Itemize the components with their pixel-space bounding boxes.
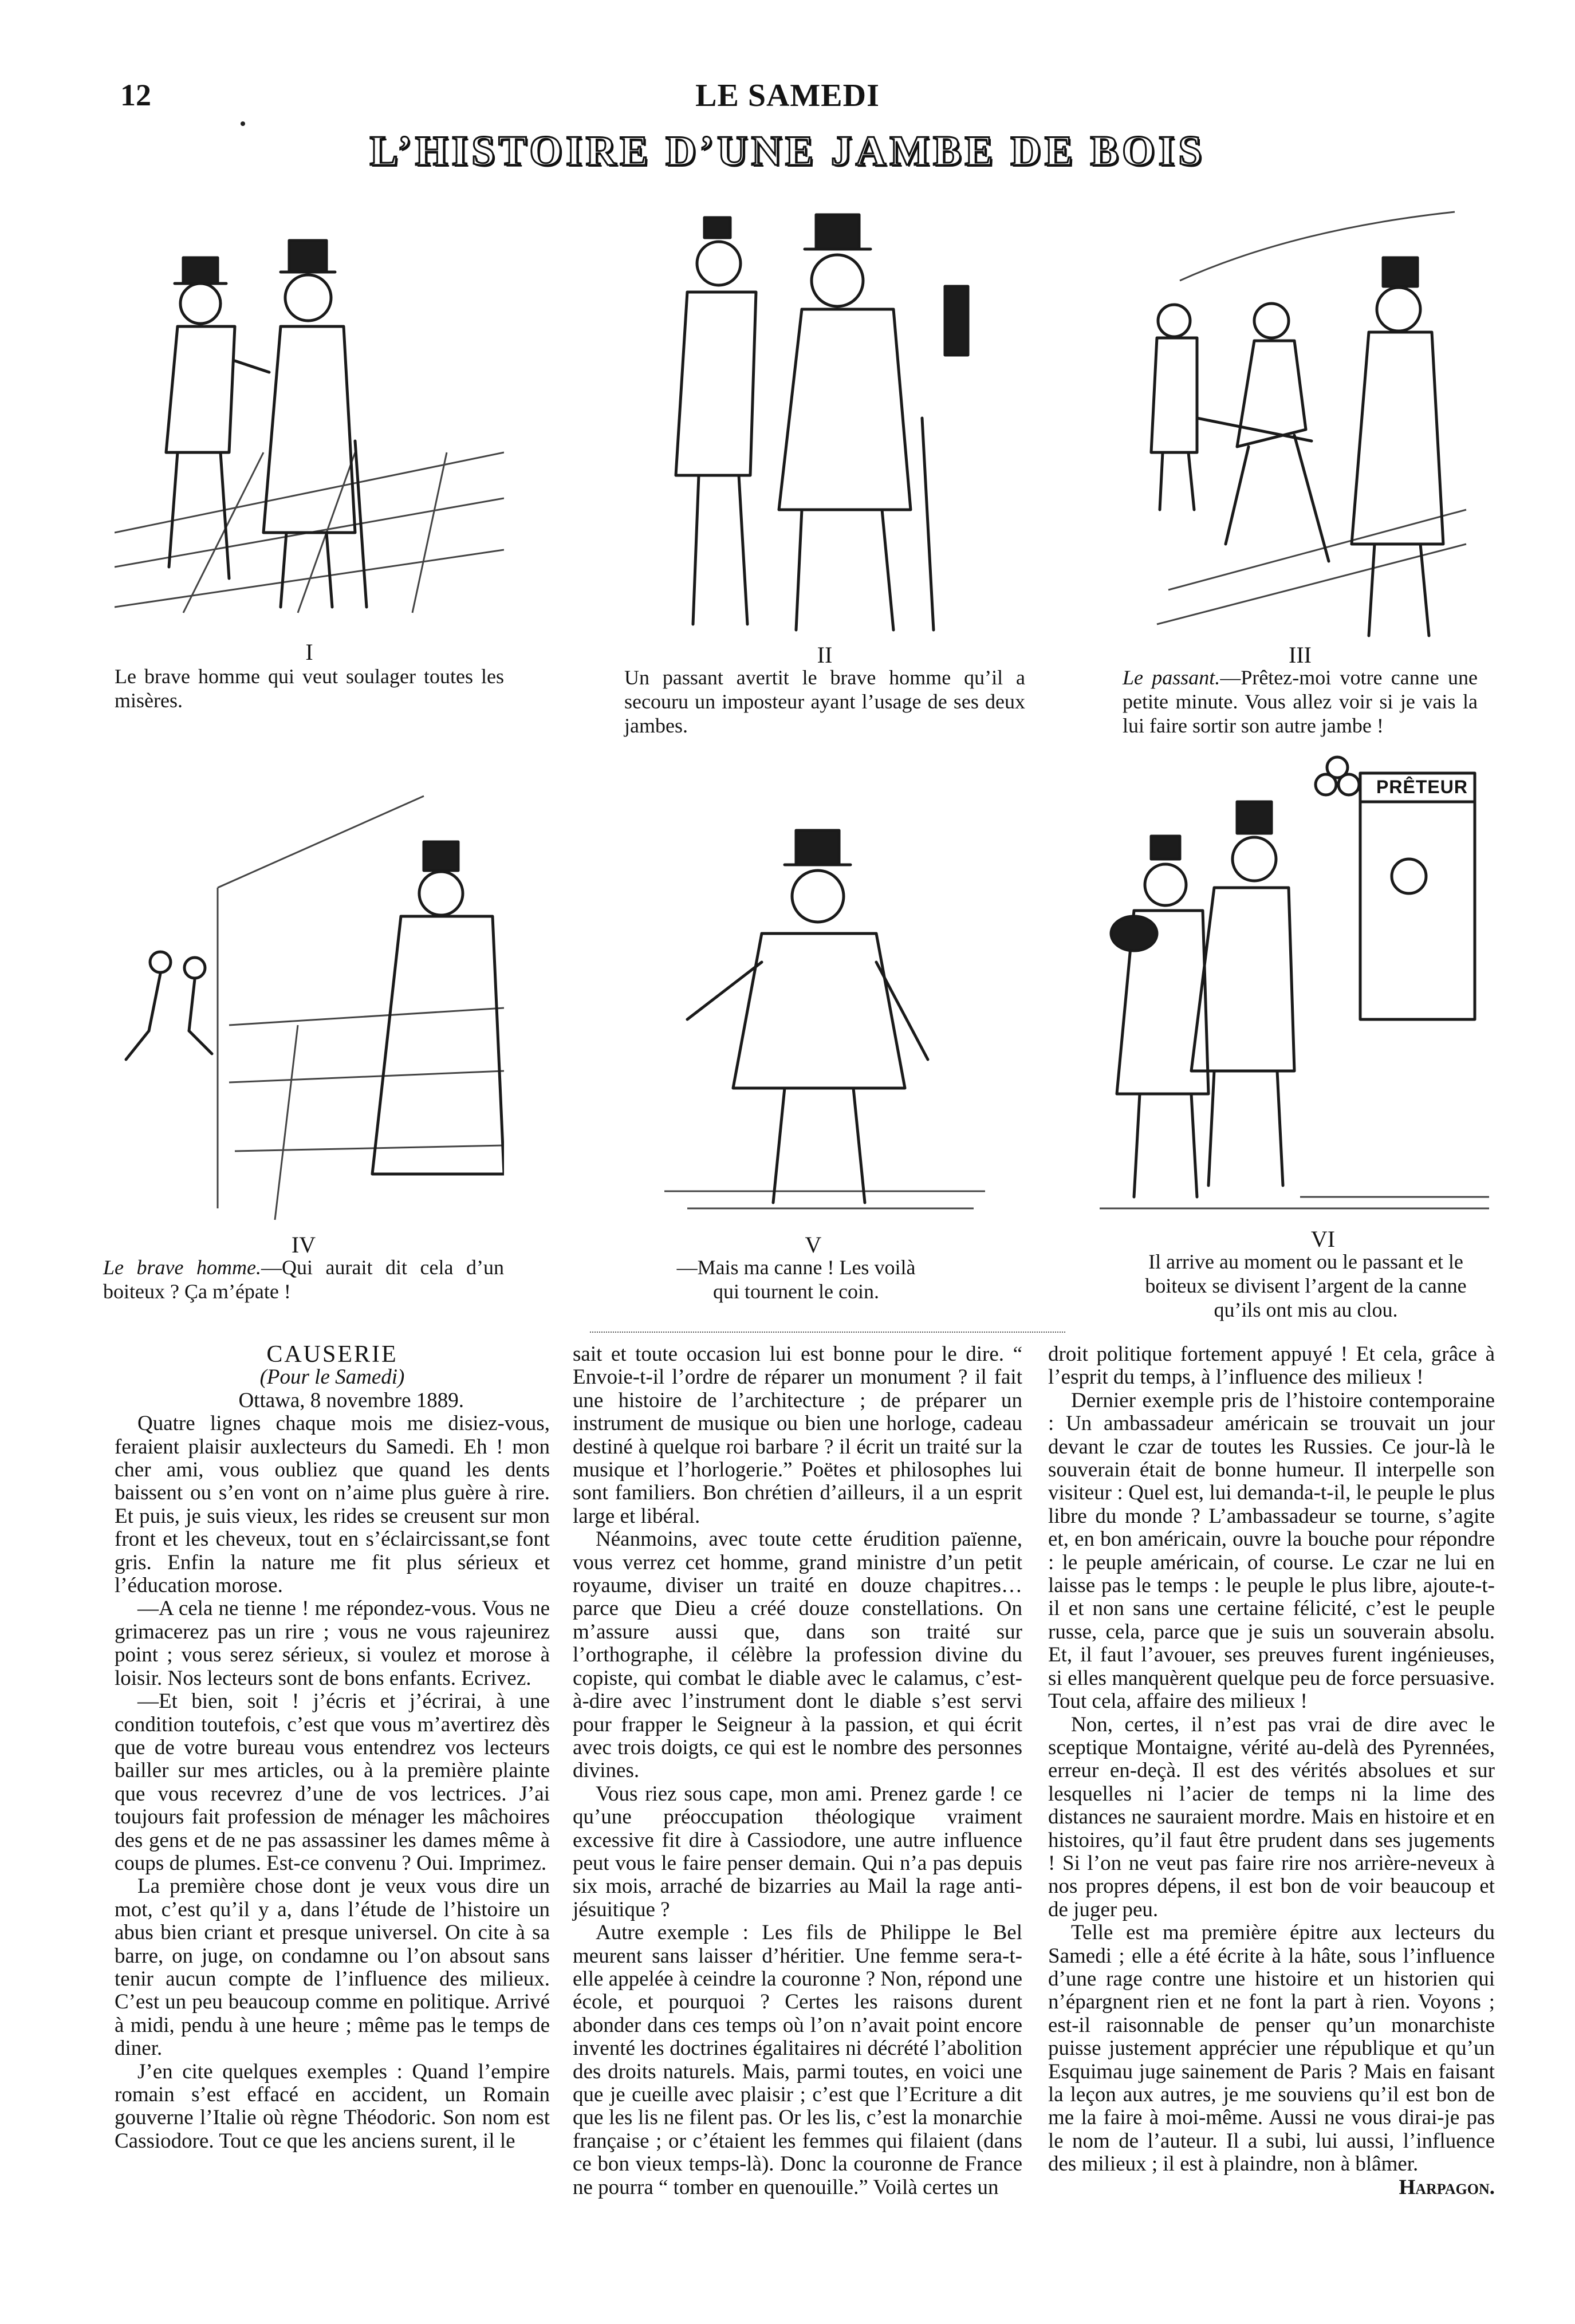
- panel-2-caption: Un passant avertit le brave homme qu’il a secouru un imposteur ayant l’usage de ses deux jambes.: [624, 666, 1025, 737]
- comic-panel-5: [630, 790, 997, 1306]
- panel-2-illustration: [624, 189, 1025, 647]
- panel-1-caption: Le brave homme qui veut soulager toutes les misères.: [115, 665, 504, 712]
- panel-4-caption: [103, 1255, 504, 1303]
- article-column-2: [573, 1343, 1022, 2199]
- comic-panel-4: [103, 762, 504, 1306]
- panel-5-numeral: V: [805, 1232, 822, 1258]
- panel-6-caption: Il arrive au moment ou le passant et le boiteux se divisent l’argent de la canne qu’ils ont mis au clou.: [1145, 1250, 1467, 1321]
- panel-3-speaker: Le passant.: [1123, 666, 1220, 689]
- paragraph: La première chose dont je veux vous dire un mot, c’est qu’il y a, dans l’étude de l’histoire un abus bien criant et presque universel. On cite à sa barre, on juge, on condamne ou l’on absout sans tenir aucun compte de l’influence des milieux. C’est un peu beaucoup comme en politique. Arrivé à midi, pendu à une heure ; même pas le temps de diner.: [115, 1874, 550, 2061]
- panel-3-illustration: [1123, 189, 1478, 647]
- panel-2-numeral: II: [817, 642, 833, 668]
- panel-3-caption: [1123, 665, 1478, 738]
- ink-dot: [241, 121, 245, 126]
- paragraph: Telle est ma première épitre aux lecteurs du Samedi ; elle a été écrite à la hâte, sous l’influence d’une rage contre une histoire et un historien qui n’épargnent rien et ne font la part à rien. Voyons ; est-il raisonnable de penser qu’un monarchiste puisse justement apprécier une république et qu’un Esquimau juge sainement de Paris ? Mais en faisant la leçon aux autres, je me souviens qu’il est bon de me la faire à moi-même. Aussi ne vous dirai-je pas le nom de l’auteur. Il a subi, lui aussi, l’influence des milieux ; il est à plaindre, non à blâmer.: [1048, 1921, 1495, 2176]
- paragraph: J’en cite quelques exemples : Quand l’empire romain s’est effacé en accident, un Romain gouverne l’Italie où règne Théodoric. Son nom est Cassiodore. Tout ce que les anciens surent, il le: [115, 2059, 550, 2153]
- article-title: CAUSERIE: [266, 1341, 398, 1368]
- paragraph: —A cela ne tienne ! me répondez-vous. Vous ne grimacerez pas un rire ; vous ne vous rajeunirez point ; vous serez sérieux, si voulez et morose à loisir. Nos lecteurs sont de bons enfants. Ecrivez.: [115, 1597, 550, 1690]
- article-signature: Harpagon.: [1399, 2175, 1495, 2199]
- masthead: LE SAMEDI: [695, 78, 880, 113]
- paragraph: sait et toute occasion lui est bonne pour le dire. “ Envoie-t-il l’ordre de réparer un monument ? il fait une histoire de l’architecture ; de préparer un instrument de musique ou bien une horloge, cadeau destiné à quelque roi barbare ? il écrit un traité sur la musique et l’horlogerie.” Poëtes et philosophes lui sont familiers. Bon chrétien d’ailleurs, il a un esprit large et libéral.: [573, 1342, 1022, 1528]
- paragraph: Néanmoins, avec toute cette érudition païenne, vous verrez cet homme, grand ministre d’un petit royaume, diviser un traité en douze chapitres… parce que Dieu a créé douze constellations. On m’assure aussi que, dans son traité sur l’orthographe, il célèbre la profession divine du copiste, qui combat le diable avec le calamus, c’est-à-dire avec l’instrument dont le diable s’est servi pour frapper le Seigneur à la passion, et qui écrit avec trois doigts, ce qui est le nombre des personnes divines.: [573, 1527, 1022, 1783]
- preteur-sign: PRÊTEUR: [1376, 777, 1468, 797]
- paragraph: Autre exemple : Les fils de Philippe le Bel meurent sans laisser d’héritier. Une femme sera-t-elle appelée à ceindre la couronne ? Non, répond une école, et pourquoi ? Certes les raisons durent abonder dans ces temps où l’on n’avait point encore inventé les doctrines égalitaires ni décrété l’abolition des droits naturels. Mais, parmi toutes, en voici une que je cueille avec plaisir ; c’est que l’Ecriture a dit que les lis ne filent pas. Or les lis, c’est la monarchie française ; or c’étaient les femmes qui filaient (dans ce bon vieux temps-là). Donc la couronne de France ne pourra “ tomber en quenouille.” Voilà certes un: [573, 1921, 1022, 2199]
- paragraph: Non, certes, il n’est pas vrai de dire avec le sceptique Montaigne, vérité au-delà des Pyrennées, erreur en-deçà. Il est des vérités absolues et sur lesquelles ni l’acier de temps ni la lime des distances ne sauraient mordre. Mais en histoire et en histoires, qu’il faut être prudent dans ses jugements ! Si l’on ne veut pas faire rire nos arrière-neveux à nos propres dépens, il est bon de voir beaucoup et de juger peu.: [1048, 1712, 1495, 1921]
- article-column-1: [115, 1343, 550, 2153]
- panel-3-speech: —Prêtez-moi votre canne une petite minute. Vous allez voir si je vais la lui faire sortir son autre jambe !: [1123, 666, 1478, 737]
- comic-panel-6: [1100, 750, 1489, 1329]
- comic-panel-2: [624, 189, 1025, 785]
- panel-3-numeral: III: [1289, 642, 1312, 668]
- comic-panel-3: [1123, 189, 1478, 785]
- story-title: L’HISTOIRE D’UNE JAMBE DE BOIS: [369, 128, 1206, 175]
- panel-4-illustration: [103, 762, 504, 1231]
- panel-4-numeral: IV: [291, 1232, 316, 1258]
- panel-1-illustration: [115, 212, 504, 636]
- panel-5-illustration: [630, 790, 997, 1226]
- panel-4-speaker: Le brave homme.: [103, 1256, 261, 1279]
- panel-6-illustration: [1100, 750, 1489, 1220]
- comic-panel-1: [115, 212, 504, 785]
- page-number: 12: [120, 78, 151, 112]
- panel-5-caption: —Mais ma canne ! Les voilà qui tournent le coin.: [676, 1256, 916, 1303]
- article-column-3: [1048, 1343, 1495, 2199]
- paragraph: Dernier exemple pris de l’histoire contemporaine : Un ambassadeur américain se trouvait un jour devant le czar de toutes les Russies. Ce jour-là le souverain était de bonne humeur. Il interpelle son visiteur : Quel est, lui demanda-t-il, le peuple le plus libre du monde ? L’ambassadeur se tourne, s’agite et, en bon américain, ouvre la bouche pour répondre : le peuple américain, of course. Le czar ne lui en laisse pas le temps : le peuple le plus libre, ajoute-t-il et non sans une certaine félicité, c’est le peuple russe, cela, parce que je suis un souverain absolu. Et, il faut l’avouer, ses preuves furent ingénieuses, si elles manquèrent quelque peu de force persuasive. Tout cela, affaire des milieux !: [1048, 1388, 1495, 1714]
- paragraph: Quatre lignes chaque mois me disiez-vous, feraient plaisir auxlecteurs du Samedi. Eh ! mon cher ami, vous oubliez que quand les dents baissent ou s’en vont on n’aime plus guère à rire. Et puis, je suis vieux, les rides se creusent sur mon front et les cheveux, tout en s’éclaircissant,se font gris. Enfin la nature me fit plus sérieux et l’éducation morose.: [115, 1412, 550, 1598]
- paragraph: —Et bien, soit ! j’écris et j’écrirai, à une condition toutefois, c’est que vous m’avertirez dès que de votre bureau vous entendrez vos lecteurs bailler sur mes articles, ou à la première plainte que vous recevrez d’une de vos lectrices. J’ai toujours fait profession de ménager les mâchoires des gens et de ne pas assassiner les dames même à coups de plumes. Est-ce convenu ? Oui. Imprimez.: [115, 1689, 550, 1875]
- paragraph: Vous riez sous cape, mon ami. Prenez garde ! ce qu’une préoccupation théologique vraiment excessive fit dire à Cassiodore, une autre influence peut vous le faire penser demain. Qui n’a pas depuis six mois, arraché de bizarries au Mail la rage anti-jésuitique ?: [573, 1782, 1022, 1921]
- paragraph: droit politique fortement appuyé ! Et cela, grâce à l’esprit du temps, à l’influence des milieux !: [1048, 1342, 1495, 1389]
- section-divider: [590, 1332, 1065, 1333]
- panel-6-numeral: VI: [1310, 1226, 1336, 1252]
- article-byline: (Pour le Samedi): [259, 1365, 405, 1389]
- article-dateline: Ottawa, 8 novembre 1889.: [238, 1388, 464, 1412]
- panel-1-numeral: I: [305, 639, 313, 665]
- panel-4-speech: —Qui aurait dit cela d’un boiteux ? Ça m’épate !: [103, 1256, 504, 1303]
